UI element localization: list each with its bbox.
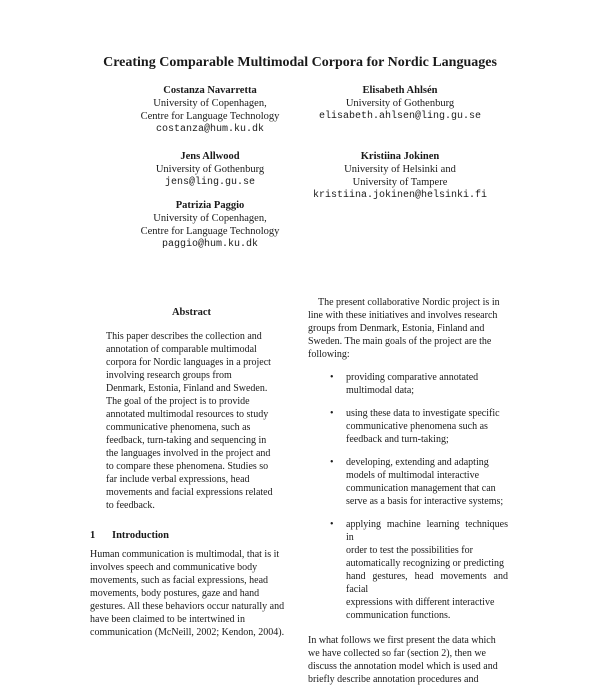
- author-name: Costanza Navarretta: [163, 85, 257, 96]
- body-line: The present collaborative Nordic project is in: [318, 297, 500, 308]
- list-line: feedback and turn-taking;: [346, 434, 449, 445]
- abstract-line: far include verbal expressions, head: [106, 474, 250, 485]
- body-line: movements, body postures, gaze and hand: [90, 588, 260, 599]
- body-line: Human communication is multimodal, that is it: [90, 549, 280, 560]
- section-heading-introduction: [90, 529, 293, 542]
- project-intro-paragraph: [308, 296, 510, 361]
- author-affiliation: University of Helsinki and: [344, 164, 456, 175]
- abstract-heading: Abstract: [171, 307, 212, 318]
- author-affiliation: University of Gothenburg: [155, 164, 265, 175]
- body-line: communication (McNeill, 2002; Kendon, 2004).: [90, 627, 285, 638]
- abstract-line: involving research groups from: [106, 370, 232, 381]
- list-item: [308, 456, 510, 508]
- abstract-line: Denmark, Estonia, Finland and Sweden.: [106, 383, 268, 394]
- body-line: Sweden. The main goals of the project are the: [308, 336, 492, 347]
- author-name: Jens Allwood: [180, 151, 240, 162]
- list-line: automatically recognizing or predicting: [346, 558, 504, 569]
- author-name: Patrizia Paggio: [175, 200, 245, 211]
- author-affiliation: University of Copenhagen,: [153, 213, 267, 224]
- list-line: expressions with different interactive: [346, 597, 495, 608]
- abstract-line: movements and facial expressions related: [106, 487, 273, 498]
- abstract-line: This paper describes the collection and: [106, 331, 262, 342]
- body-line: briefly describe annotation procedures and: [308, 674, 479, 685]
- author-email: paggio@hum.ku.dk: [161, 239, 258, 250]
- author-affiliation: University of Tampere: [352, 177, 448, 188]
- body-line: movements, such as facial expressions, head: [90, 575, 269, 586]
- paper-title: Creating Comparable Multimodal Corpora for Nordic Languages: [103, 55, 497, 70]
- abstract-line: to feedback.: [106, 500, 155, 511]
- abstract-line: annotated multimodal resources to study: [106, 409, 269, 420]
- abstract-line: The goal of the project is to provide: [106, 396, 250, 407]
- bullet-icon: •: [330, 457, 334, 468]
- abstract-line: communicative phenomena, such as: [106, 422, 251, 433]
- author-affiliation: Centre for Language Technology: [140, 226, 280, 237]
- abstract-line: feedback, turn-taking and sequencing in: [106, 435, 267, 446]
- abstract-body: [106, 330, 277, 512]
- bullet-icon: •: [330, 519, 334, 530]
- body-line: involves speech and communicative body: [90, 562, 258, 573]
- list-line: communicative phenomena such as: [346, 421, 488, 432]
- list-line: communication functions.: [346, 610, 451, 621]
- introduction-body: [90, 548, 293, 639]
- body-line: groups from Denmark, Estonia, Finland and: [308, 323, 485, 334]
- author-email: kristiina.jokinen@helsinki.fi: [312, 190, 488, 201]
- list-line: order to test the possibilities for: [346, 545, 473, 556]
- author-affiliation: University of Copenhagen,: [153, 98, 267, 109]
- right-column: [308, 296, 510, 686]
- body-line: line with these initiatives and involves research: [308, 310, 498, 321]
- list-item: [308, 518, 510, 622]
- list-line: communication management that can: [346, 483, 496, 494]
- author-affiliation: Centre for Language Technology: [140, 111, 280, 122]
- abstract-line: to compare these phenomena. Studies so: [106, 461, 269, 472]
- list-line: multimodal data;: [346, 385, 415, 396]
- section-title: Introduction: [112, 530, 169, 541]
- list-line: models of multimodal interactive: [346, 470, 480, 481]
- body-line: have been claimed to be intertwined in: [90, 614, 245, 625]
- author-block-paggio: [110, 199, 310, 251]
- body-line: gestures. All these behaviors occur naturally and: [90, 601, 285, 612]
- list-line: serve as a basis for interactive systems;: [346, 496, 504, 507]
- body-line: we have collected so far (section 2), then we: [308, 648, 486, 659]
- closing-paragraph: [308, 634, 510, 686]
- abstract-line: annotation of comparable multimodal: [106, 344, 257, 355]
- list-item: [308, 371, 510, 397]
- author-name: Elisabeth Ahlsén: [362, 85, 438, 96]
- left-column: [90, 306, 293, 639]
- list-item: [308, 407, 510, 446]
- project-goals-list: [308, 371, 510, 622]
- list-line: hand gestures, head movements and facial: [346, 571, 508, 595]
- list-line: providing comparative annotated: [346, 372, 479, 383]
- body-line: In what follows we first present the data which: [308, 635, 496, 646]
- list-line: developing, extending and adapting: [346, 457, 489, 468]
- author-email: elisabeth.ahlsen@ling.gu.se: [318, 111, 482, 122]
- bullet-icon: •: [330, 372, 334, 383]
- author-name: Kristiina Jokinen: [360, 151, 440, 162]
- author-email: costanza@hum.ku.dk: [155, 124, 265, 135]
- author-block-jokinen: [270, 150, 530, 202]
- bullet-icon: •: [330, 408, 334, 419]
- body-line: following:: [308, 349, 350, 360]
- author-email: jens@ling.gu.se: [164, 177, 255, 188]
- list-line: applying machine learning techniques in: [346, 519, 508, 543]
- list-line: using these data to investigate specific: [346, 408, 500, 419]
- author-affiliation: University of Gothenburg: [345, 98, 455, 109]
- abstract-line: the languages involved in the project and: [106, 448, 271, 459]
- body-line: discuss the annotation model which is used and: [308, 661, 498, 672]
- section-number: 1: [90, 530, 96, 541]
- author-block-ahlsen: [280, 84, 520, 123]
- abstract-line: corpora for Nordic languages in a project: [106, 357, 271, 368]
